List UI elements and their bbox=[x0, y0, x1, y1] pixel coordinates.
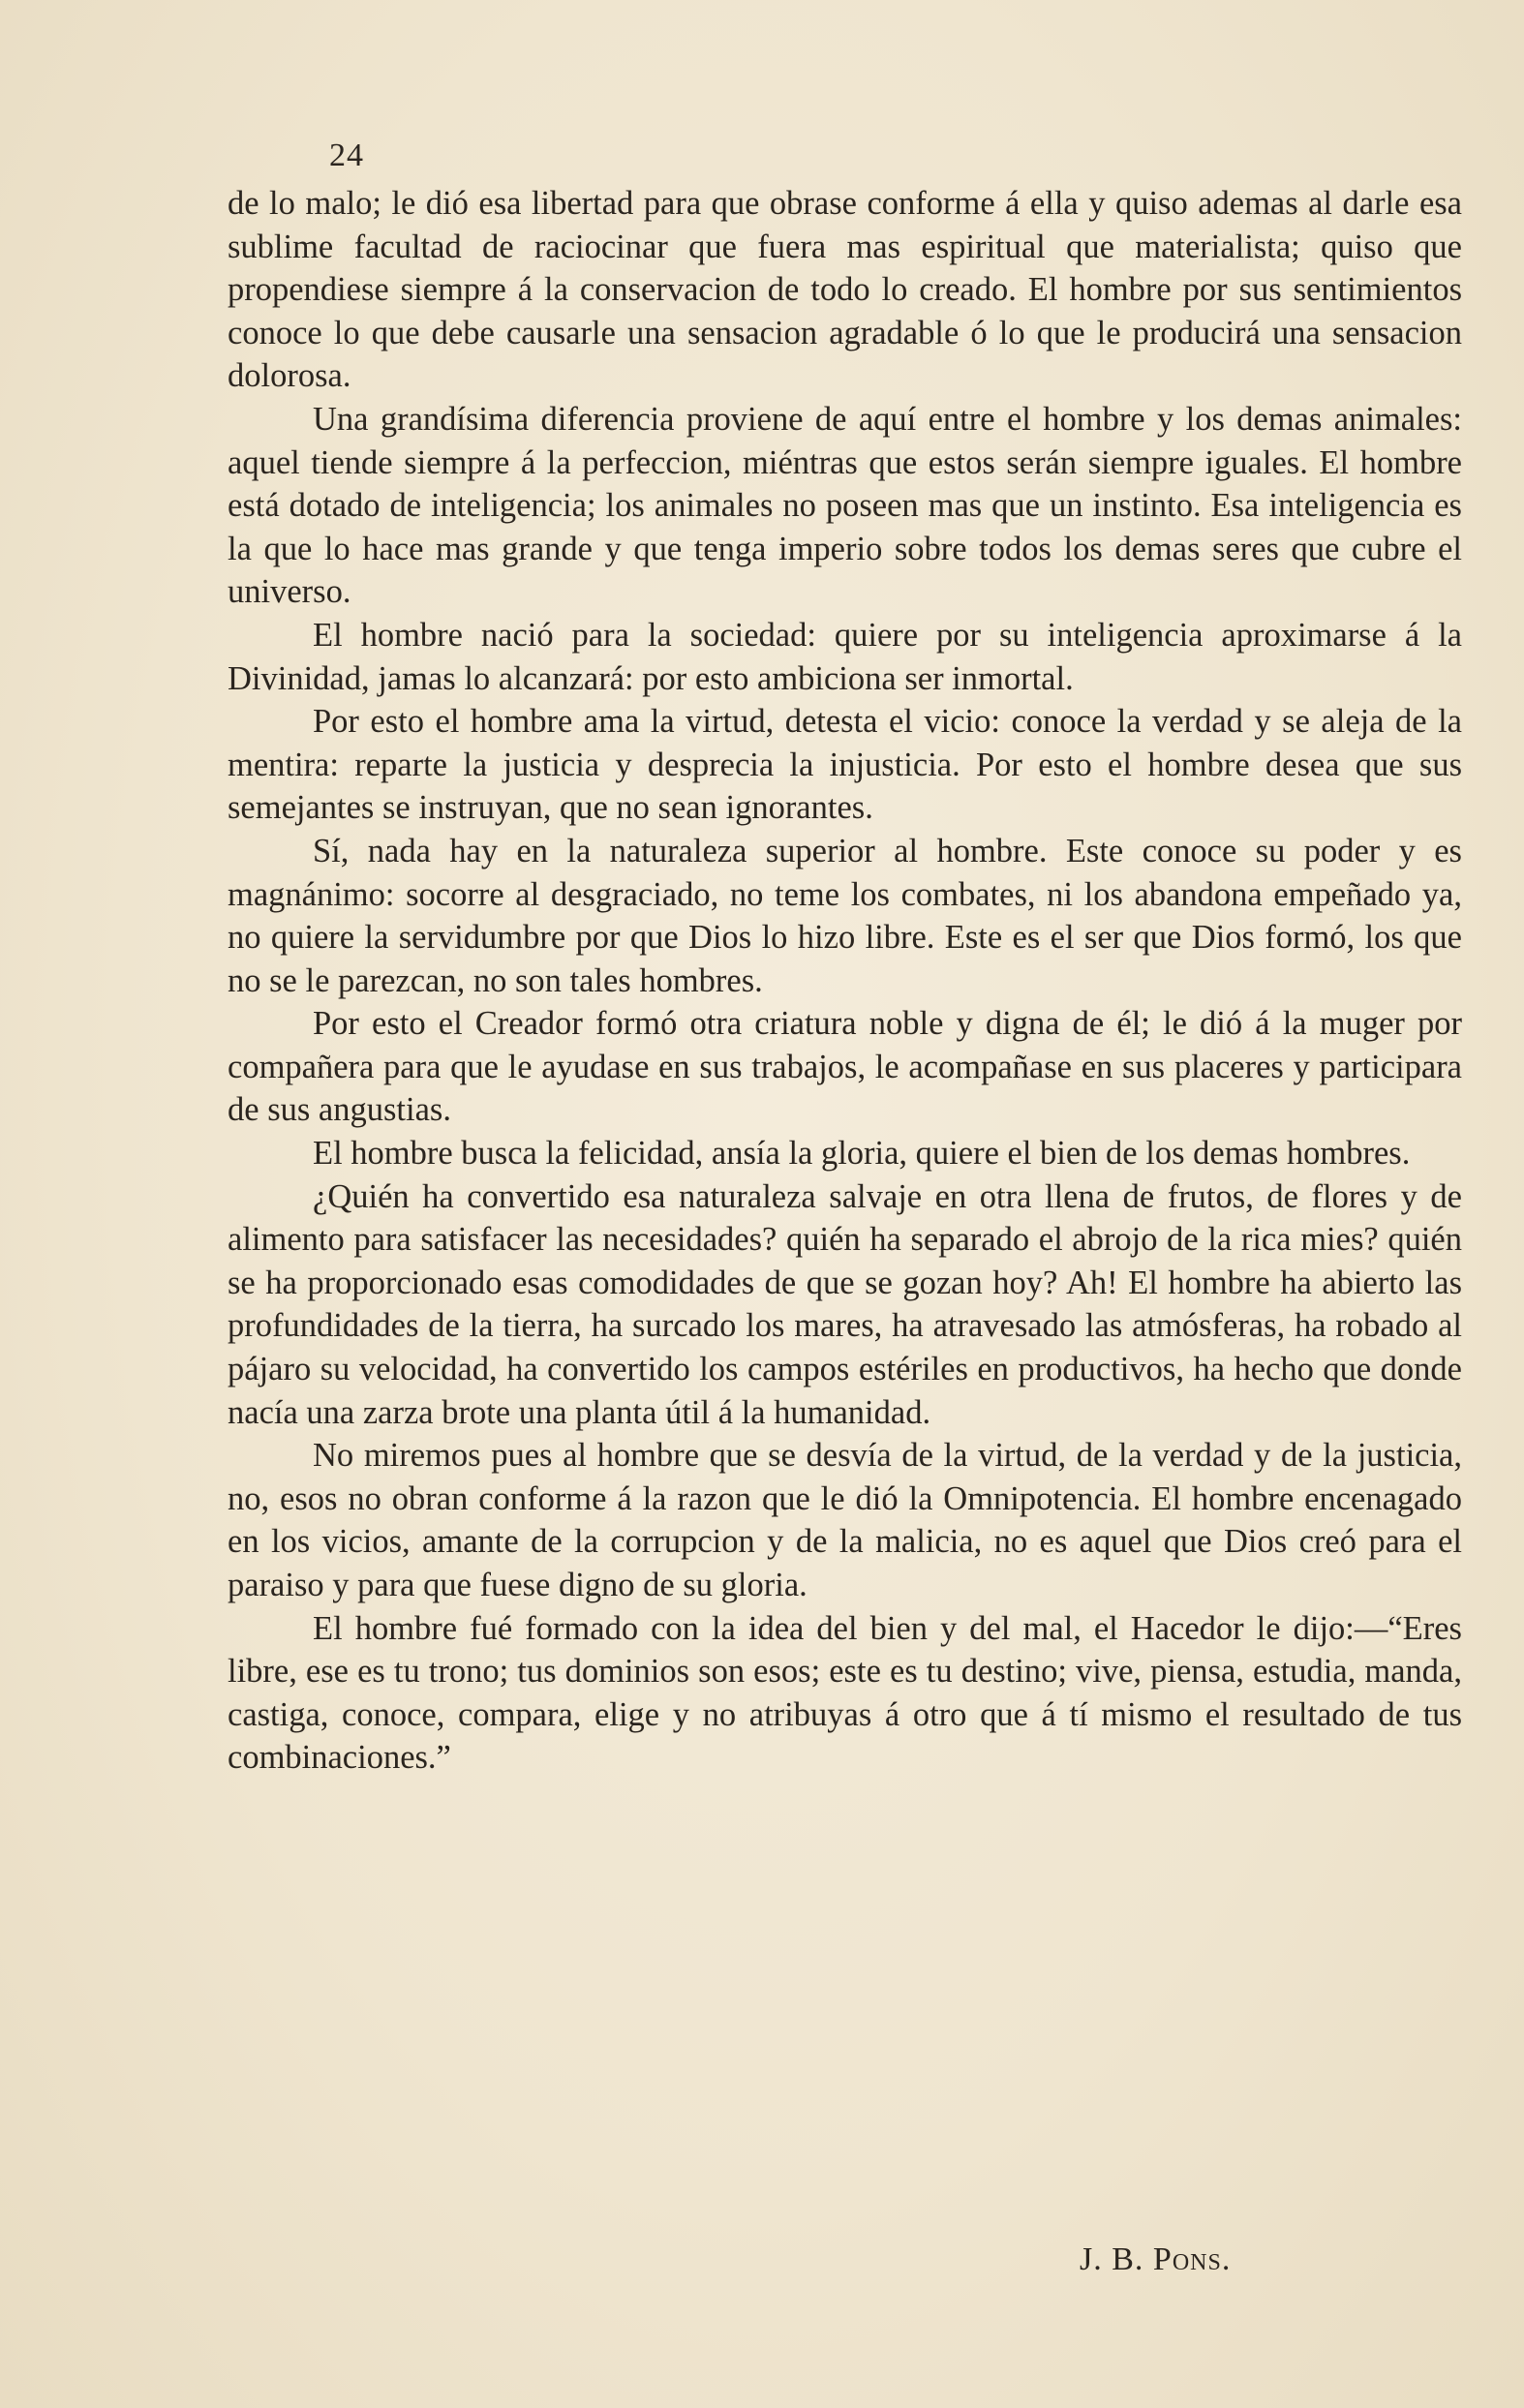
paragraph-8: ¿Quién ha convertido esa naturaleza salvaje en otra llena de frutos, de flores y de alimento para satisfacer las necesidades? quién ha separado el abrojo de la rica mies? quién se ha proporcionado esas comodidades de que se gozan hoy? Ah! El hombre ha abierto las profundidades de la tierra, ha surcado los mares, ha atravesado las atmósferas, ha robado al pájaro su velocidad, ha convertido los campos estériles en productivos, ha hecho que donde nacía una zarza brote una planta útil á la humanidad. bbox=[228, 1177, 1462, 1431]
paragraph-10: El hombre fué formado con la idea del bien y del mal, el Hacedor le dijo:—“Eres libre, ese es tu trono; tus dominios son esos; este es tu destino; vive, piensa, estudia, manda, castiga, conoce, compara, elige y no atribuyas á otro que á tí mismo el resultado de tus combinaciones.” bbox=[228, 1609, 1462, 1777]
paragraph-3: El hombre nació para la sociedad: quiere por su inteligencia aproximarse á la Divinidad, jamas lo alcanzará: por esto ambiciona ser inmortal. bbox=[228, 616, 1462, 697]
paragraph-9: No miremos pues al hombre que se desvía de la virtud, de la verdad y de la justicia, no, esos no obran conforme á la razon que le dió la Omnipotencia. El hombre encenagado en los vicios, amante de la corrupcion y de la malicia, no es aquel que Dios creó para el paraiso y para que fuese digno de su gloria. bbox=[228, 1437, 1462, 1603]
paragraph-2: Una grandísima diferencia proviene de aquí entre el hombre y los demas animales: aquel tiende siempre á la perfeccion, miéntras que estos serán siempre iguales. El hombre está dotado de inteligencia; los animales no poseen mas que un instinto. Esa inteligencia es la que lo hace mas grande y que tenga imperio sobre todos los demas seres que cubre el universo. bbox=[228, 400, 1462, 611]
paragraph-6: Por esto el Creador formó otra criatura noble y digna de él; le dió á la muger por compañera para que le ayudase en sus trabajos, le acompañase en sus placeres y participara de sus angustias. bbox=[228, 1005, 1462, 1129]
author-initials: J. B. bbox=[1080, 2241, 1144, 2277]
paragraph-5: Sí, nada hay en la naturaleza superior al hombre. Este conoce su poder y es magnánimo: socorre al desgraciado, no teme los combates, ni los abandona empeñado ya, no quiere la servidumbre por que Dios lo hizo libre. Este es el ser que Dios formó, los que no se le parezcan, no son tales hombres. bbox=[228, 832, 1462, 999]
paragraph-7: El hombre busca la felicidad, ansía la gloria, quiere el bien de los demas hombres. bbox=[313, 1135, 1411, 1173]
paragraph-1: de lo malo; le dió esa libertad para que obrase conforme á ella y quiso ademas al darle esa sublime facultad de raciocinar que fuera mas espiritual que materialista; quiso que propendiese siempre á la conservacion de todo lo creado. El hombre por sus sentimientos conoce lo que debe causarle una sensacion agradable ó lo que le producirá una sensacion dolorosa. bbox=[228, 185, 1462, 395]
paragraph-4: Por esto el hombre ama la virtud, detesta el vicio: conoce la verdad y se aleja de la mentira: reparte la justicia y desprecia la injusticia. Por esto el hombre desea que sus semejantes se instruyan, que no sean ignorantes. bbox=[228, 703, 1462, 827]
article-body bbox=[228, 182, 1462, 1780]
author-surname: Pons. bbox=[1152, 2241, 1232, 2277]
author-signature bbox=[1080, 2241, 1231, 2278]
page-number: 24 bbox=[329, 137, 364, 173]
